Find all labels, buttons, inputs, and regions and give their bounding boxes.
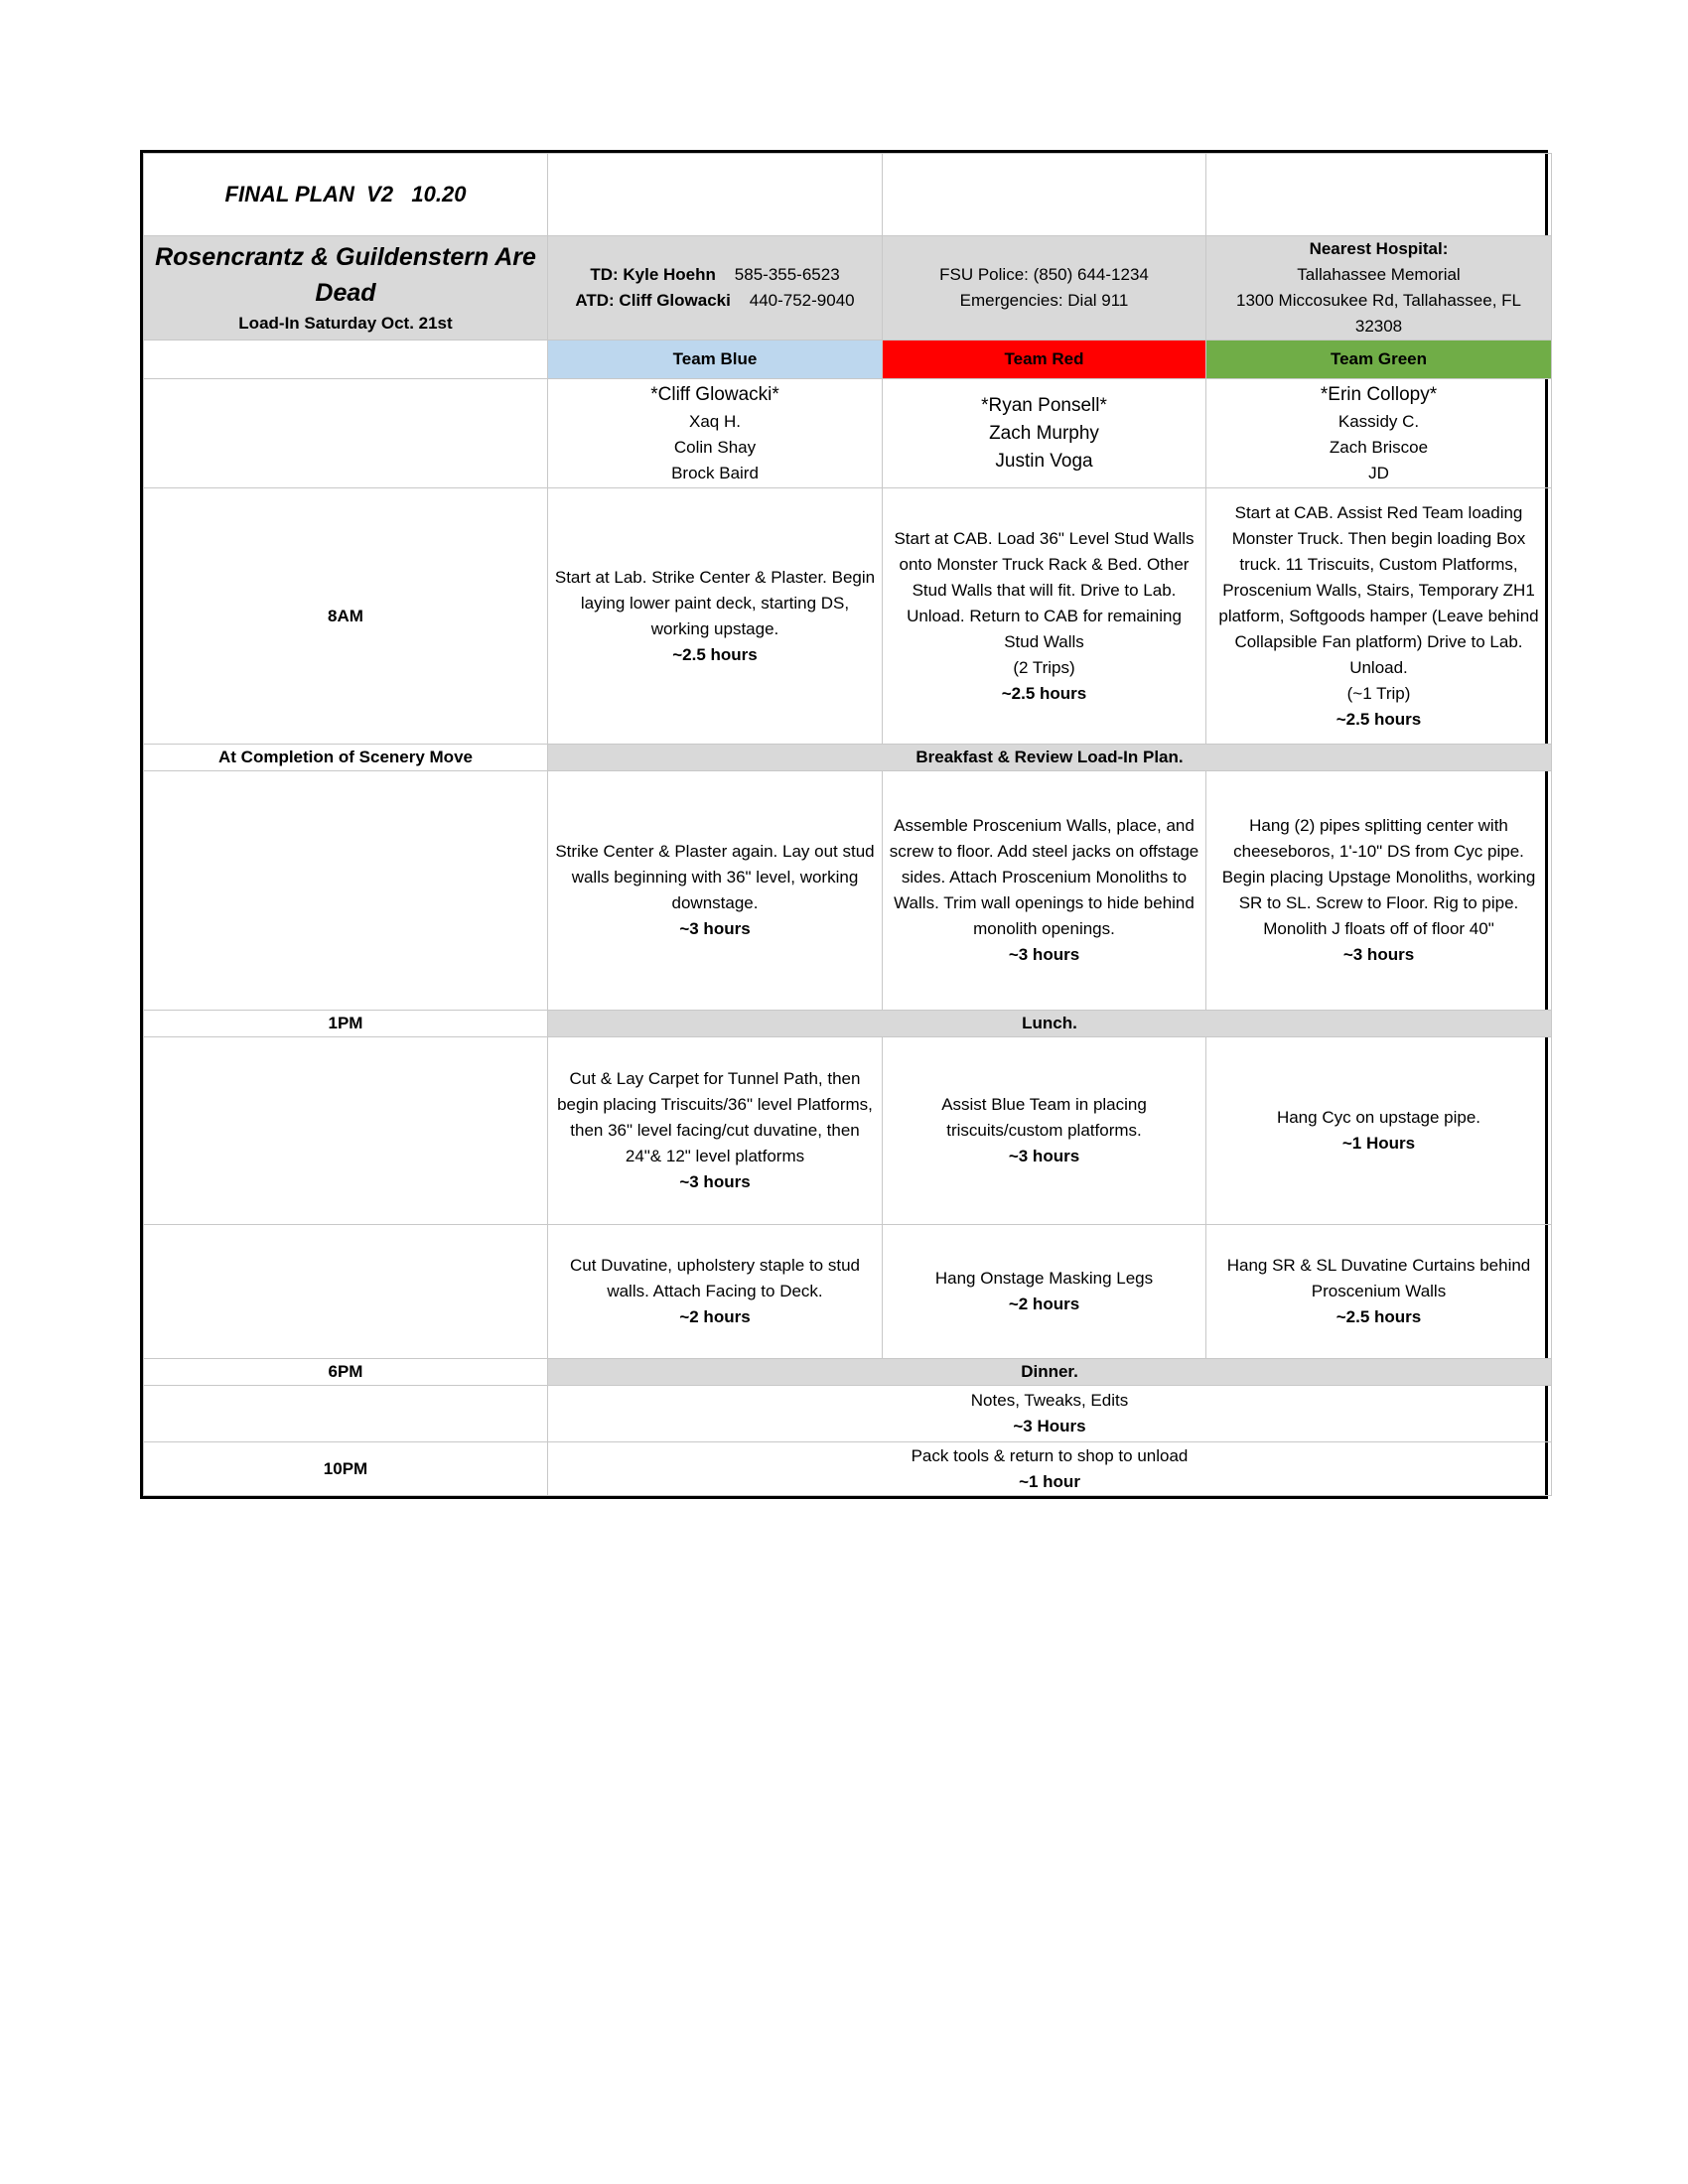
td-label: TD: Kyle Hoehn (590, 265, 716, 284)
task-duration: ~3 hours (679, 1172, 751, 1191)
empty-cell (883, 154, 1206, 236)
hospital-label: Nearest Hospital: (1309, 239, 1449, 258)
team-blue-task (548, 771, 883, 1011)
final-task-text: Pack tools & return to shop to unload (911, 1445, 1189, 1465)
empty-cell (144, 771, 548, 1011)
empty-cell (1206, 154, 1552, 236)
time-label: 6PM (144, 1359, 548, 1386)
task-text: Cut Duvatine, upholstery staple to stud walls. Attach Facing to Deck. (570, 1256, 860, 1300)
task-duration: ~2.5 hours (1336, 1307, 1422, 1326)
empty-cell (144, 1386, 548, 1442)
task-duration: ~3 hours (1342, 945, 1415, 964)
team-blue-roster (548, 379, 883, 488)
break-label: Breakfast & Review Load-In Plan. (548, 745, 1552, 771)
time-label: 1PM (144, 1011, 548, 1037)
emergency-number: Emergencies: Dial 911 (959, 291, 1129, 310)
task-duration: ~2 hours (1008, 1295, 1080, 1313)
team-green-task (1206, 771, 1552, 1011)
team-green-task (1206, 1225, 1552, 1359)
task-text: Start at CAB. Load 36" Level Stud Walls onto Monster Truck Rack & Bed. Other Stud Walls that will fit. Drive to Lab. Unload. Return to CAB for remaining Stud Walls (894, 528, 1195, 651)
task-text: Assist Blue Team in placing triscuits/custom platforms. (941, 1095, 1147, 1140)
title-row (144, 154, 1552, 236)
team-member: Xaq H. (689, 411, 741, 431)
task-duration: ~2.5 hours (1336, 709, 1422, 729)
time-label: 10PM (144, 1442, 548, 1496)
team-red-lead: *Ryan Ponsell* (981, 394, 1107, 416)
police-phone: FSU Police: (850) 644-1234 (939, 265, 1149, 284)
task-text: Hang (2) pipes splitting center with cheeseboros, 1'-10" DS from Cyc pipe. Begin placing Upstage Monoliths, working SR to SL. Screw to Floor. Rig to pipe. Monolith J floats off of floor 40" (1221, 816, 1536, 938)
schedule-row-afternoon-1 (144, 1037, 1552, 1225)
task-note: (2 Trips) (1013, 657, 1075, 677)
break-row-dinner (144, 1359, 1552, 1386)
team-blue-header: Team Blue (548, 341, 883, 379)
atd-contact (554, 288, 876, 314)
load-in-date: Load-In Saturday Oct. 21st (238, 314, 453, 333)
task-duration: ~3 hours (1008, 1147, 1080, 1165)
plan-title: FINAL PLAN V2 10.20 (144, 154, 548, 236)
atd-phone: 440-752-9040 (749, 291, 855, 310)
load-in-schedule-table (143, 153, 1552, 1496)
task-text: Hang SR & SL Duvatine Curtains behind Proscenium Walls (1226, 1256, 1531, 1300)
hospital-address: 1300 Miccosukee Rd, Tallahassee, FL 32308 (1236, 291, 1521, 336)
task-text: Start at Lab. Strike Center & Plaster. Begin laying lower paint deck, starting DS, working upstage. (554, 567, 876, 638)
td-contact (554, 262, 876, 288)
task-duration: ~2.5 hours (1001, 683, 1087, 703)
team-member: Kassidy C. (1337, 411, 1420, 431)
team-red-task (883, 1225, 1206, 1359)
team-red-task (883, 771, 1206, 1011)
task-duration: ~3 hours (679, 919, 751, 938)
task-text: Assemble Proscenium Walls, place, and screw to floor. Add steel jacks on offstage sides. Attach Proscenium Monoliths to Walls. Trim wall openings to hide behind monolith openings. (889, 816, 1199, 938)
schedule-row-morning (144, 771, 1552, 1011)
contacts-cell (548, 236, 883, 341)
show-info-cell (144, 236, 548, 341)
team-green-lead: *Erin Collopy* (1320, 383, 1438, 405)
break-label: Lunch. (548, 1011, 1552, 1037)
break-row-lunch (144, 1011, 1552, 1037)
notes-row (144, 1386, 1552, 1442)
hospital-name: Tallahassee Memorial (1297, 265, 1461, 284)
team-roster-row (144, 379, 1552, 488)
info-row (144, 236, 1552, 341)
team-header-row (144, 341, 1552, 379)
team-member: Brock Baird (671, 463, 759, 482)
atd-label: ATD: Cliff Glowacki (575, 291, 731, 310)
schedule-row-10pm (144, 1442, 1552, 1496)
task-text: Strike Center & Plaster again. Lay out stud walls beginning with 36" level, working downstage. (555, 842, 875, 912)
final-task-cell (548, 1442, 1552, 1496)
task-text: Cut & Lay Carpet for Tunnel Path, then begin placing Triscuits/36" level Platforms, then 36" level facing/cut duvatine, then 24"& 12" level platforms (557, 1069, 873, 1165)
schedule-row-afternoon-2 (144, 1225, 1552, 1359)
team-member: Justin Voga (995, 450, 1093, 472)
task-text: Hang Onstage Masking Legs (934, 1269, 1154, 1288)
empty-cell (548, 154, 883, 236)
empty-cell (144, 379, 548, 488)
task-duration: ~1 Hours (1341, 1134, 1416, 1153)
task-text: Start at CAB. Assist Red Team loading Monster Truck. Then begin loading Box truck. 11 Triscuits, Custom Platforms, Proscenium Walls, Stairs, Temporary ZH1 platform, Softgoods hamper (Leave behind Collapsible Fan platform) Drive to Lab. Unload. (1218, 502, 1539, 677)
td-phone: 585-355-6523 (734, 265, 840, 284)
notes-cell (548, 1386, 1552, 1442)
break-label: Dinner. (548, 1359, 1552, 1386)
team-green-task (1206, 488, 1552, 745)
break-row-breakfast (144, 745, 1552, 771)
schedule-row-8am (144, 488, 1552, 745)
notes-duration: ~3 Hours (1013, 1417, 1086, 1435)
team-blue-lead: *Cliff Glowacki* (650, 383, 779, 405)
team-green-roster (1206, 379, 1552, 488)
team-green-header: Team Green (1206, 341, 1552, 379)
team-green-task (1206, 1037, 1552, 1225)
task-duration: ~2 hours (679, 1307, 751, 1326)
schedule-sheet (140, 150, 1548, 1499)
team-blue-task (548, 1037, 883, 1225)
emergency-cell (883, 236, 1206, 341)
team-blue-task (548, 1225, 883, 1359)
time-label: 8AM (144, 488, 548, 745)
team-red-header: Team Red (883, 341, 1206, 379)
team-red-task (883, 488, 1206, 745)
task-duration: ~2.5 hours (672, 644, 758, 664)
team-member: JD (1368, 463, 1389, 482)
notes-text: Notes, Tweaks, Edits (970, 1391, 1129, 1410)
task-duration: ~3 hours (1008, 945, 1080, 964)
empty-cell (144, 1037, 548, 1225)
team-member: Zach Briscoe (1329, 437, 1429, 457)
team-blue-task (548, 488, 883, 745)
task-text: Hang Cyc on upstage pipe. (1276, 1108, 1481, 1127)
show-title: Rosencrantz & Guildenstern Are Dead (155, 243, 536, 307)
empty-cell (144, 1225, 548, 1359)
team-member: Colin Shay (673, 437, 757, 457)
time-label: At Completion of Scenery Move (144, 745, 548, 771)
empty-cell (144, 341, 548, 379)
task-note: (~1 Trip) (1346, 683, 1411, 703)
team-red-roster (883, 379, 1206, 488)
team-member: Zach Murphy (989, 422, 1099, 444)
hospital-cell (1206, 236, 1552, 341)
team-red-task (883, 1037, 1206, 1225)
final-task-duration: ~1 hour (1019, 1471, 1080, 1491)
